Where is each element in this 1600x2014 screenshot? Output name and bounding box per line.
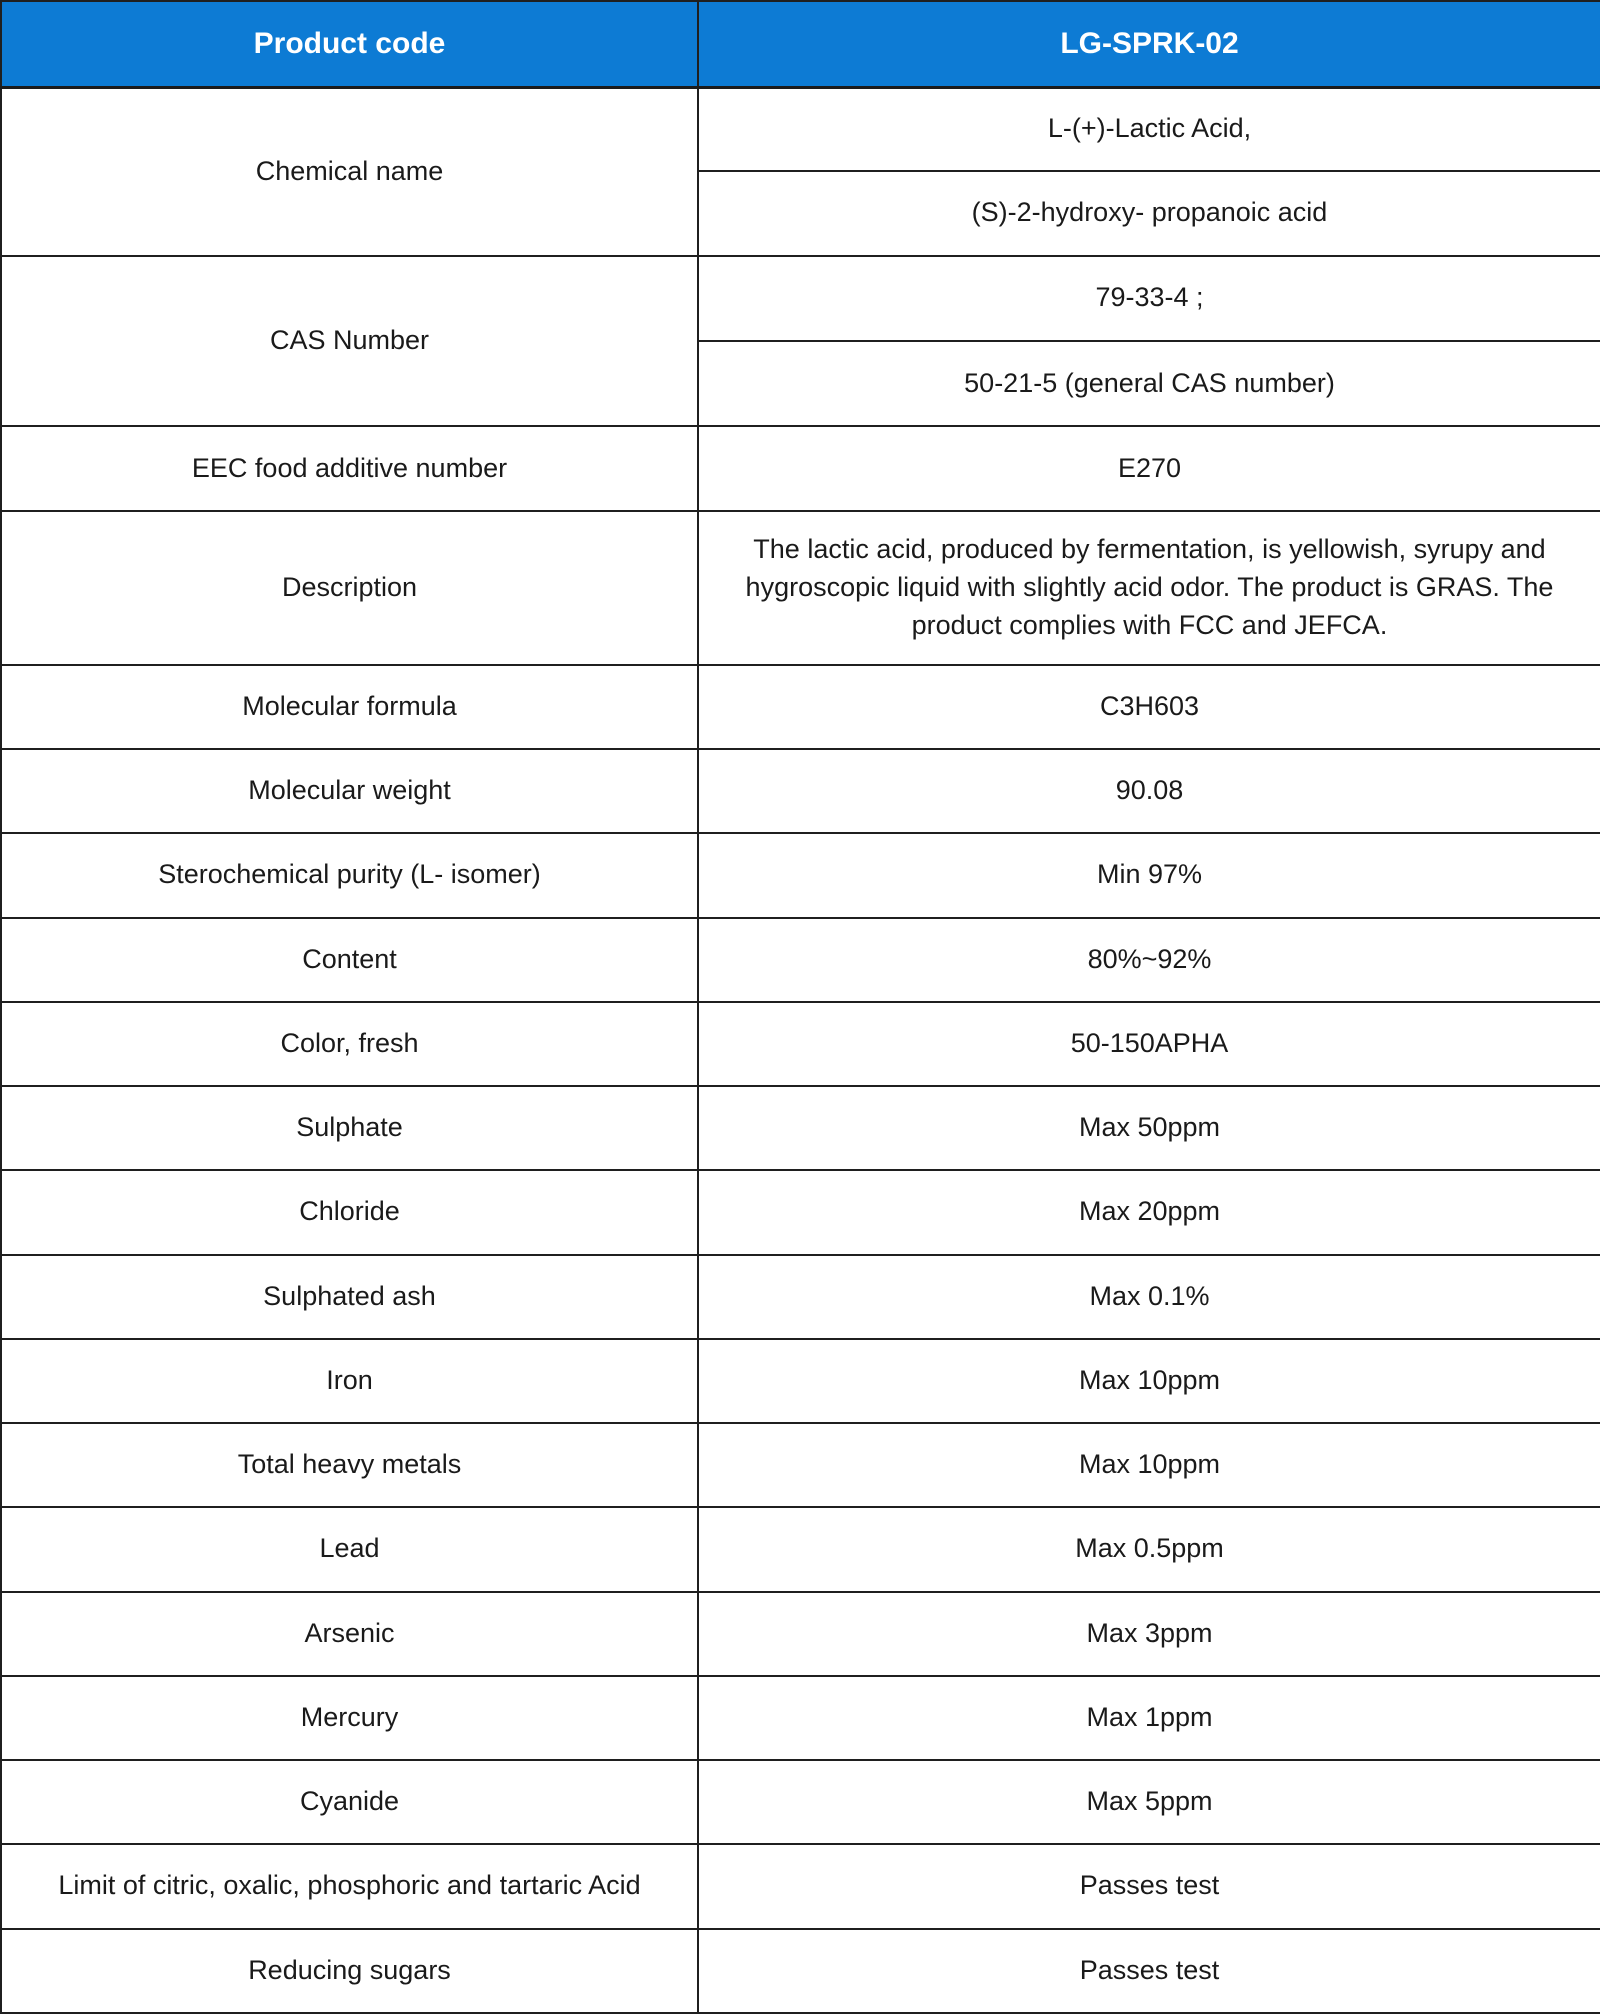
table-row: [1, 1086, 1600, 1170]
table-row: [1, 1170, 1600, 1254]
row-value-chloride: Max 20ppm: [698, 1170, 1600, 1254]
row-label-content: Content: [1, 918, 698, 1002]
row-value-sterochemical-purity: Min 97%: [698, 833, 1600, 917]
table-row: [1, 511, 1600, 664]
row-value-sulphated-ash: Max 0.1%: [698, 1255, 1600, 1339]
row-value-molecular-weight: 90.08: [698, 749, 1600, 833]
table-row: [1, 918, 1600, 1002]
row-label-eec: EEC food additive number: [1, 426, 698, 511]
row-value-color-fresh: 50-150APHA: [698, 1002, 1600, 1086]
table-row: [1, 1676, 1600, 1760]
chemical-name-value-1: L-(+)-Lactic Acid,: [698, 87, 1600, 171]
row-label-lead: Lead: [1, 1507, 698, 1591]
row-label-acid-limit: Limit of citric, oxalic, phosphoric and tartaric Acid: [1, 1844, 698, 1928]
row-label-chloride: Chloride: [1, 1170, 698, 1254]
row-value-lead: Max 0.5ppm: [698, 1507, 1600, 1591]
table-row: [1, 1929, 1600, 2013]
row-value-mercury: Max 1ppm: [698, 1676, 1600, 1760]
table-row: [1, 665, 1600, 749]
chemical-name-label: Chemical name: [1, 87, 698, 256]
row-value-description: The lactic acid, produced by fermentation, is yellowish, syrupy and hygroscopic liquid with slightly acid odor. The product is GRAS. The product complies with FCC and JEFCA.: [698, 511, 1600, 664]
row-label-molecular-weight: Molecular weight: [1, 749, 698, 833]
row-label-sulphated-ash: Sulphated ash: [1, 1255, 698, 1339]
table-row: [1, 833, 1600, 917]
cas-number-value-1: 79-33-4 ;: [698, 256, 1600, 341]
row-label-description: Description: [1, 511, 698, 664]
row-value-iron: Max 10ppm: [698, 1339, 1600, 1423]
header-product-code-value: LG-SPRK-02: [698, 1, 1600, 87]
row-value-reducing-sugars: Passes test: [698, 1929, 1600, 2013]
row-value-arsenic: Max 3ppm: [698, 1592, 1600, 1676]
row-value-total-heavy-metals: Max 10ppm: [698, 1423, 1600, 1507]
row-label-sterochemical-purity: Sterochemical purity (L- isomer): [1, 833, 698, 917]
table-row: [1, 1592, 1600, 1676]
row-value-sulphate: Max 50ppm: [698, 1086, 1600, 1170]
table-header-row: [1, 1, 1600, 87]
table-row: [1, 87, 1600, 171]
row-value-molecular-formula: C3H603: [698, 665, 1600, 749]
row-value-content: 80%~92%: [698, 918, 1600, 1002]
row-value-eec: E270: [698, 426, 1600, 511]
row-label-reducing-sugars: Reducing sugars: [1, 1929, 698, 2013]
row-label-molecular-formula: Molecular formula: [1, 665, 698, 749]
table-row: [1, 426, 1600, 511]
table-row: [1, 1423, 1600, 1507]
table-row: [1, 1760, 1600, 1844]
row-label-cyanide: Cyanide: [1, 1760, 698, 1844]
row-value-cyanide: Max 5ppm: [698, 1760, 1600, 1844]
table-row: [1, 1339, 1600, 1423]
row-label-sulphate: Sulphate: [1, 1086, 698, 1170]
header-product-code: Product code: [1, 1, 698, 87]
row-label-mercury: Mercury: [1, 1676, 698, 1760]
table-row: [1, 1002, 1600, 1086]
row-label-arsenic: Arsenic: [1, 1592, 698, 1676]
row-label-color-fresh: Color, fresh: [1, 1002, 698, 1086]
row-label-total-heavy-metals: Total heavy metals: [1, 1423, 698, 1507]
table-row: [1, 256, 1600, 341]
table-row: [1, 749, 1600, 833]
row-value-acid-limit: Passes test: [698, 1844, 1600, 1928]
row-label-iron: Iron: [1, 1339, 698, 1423]
table-row: [1, 1255, 1600, 1339]
table-row: [1, 1507, 1600, 1591]
cas-number-label: CAS Number: [1, 256, 698, 427]
table-row: [1, 1844, 1600, 1928]
chemical-name-value-2: (S)-2-hydroxy- propanoic acid: [698, 171, 1600, 255]
cas-number-value-2: 50-21-5 (general CAS number): [698, 341, 1600, 426]
